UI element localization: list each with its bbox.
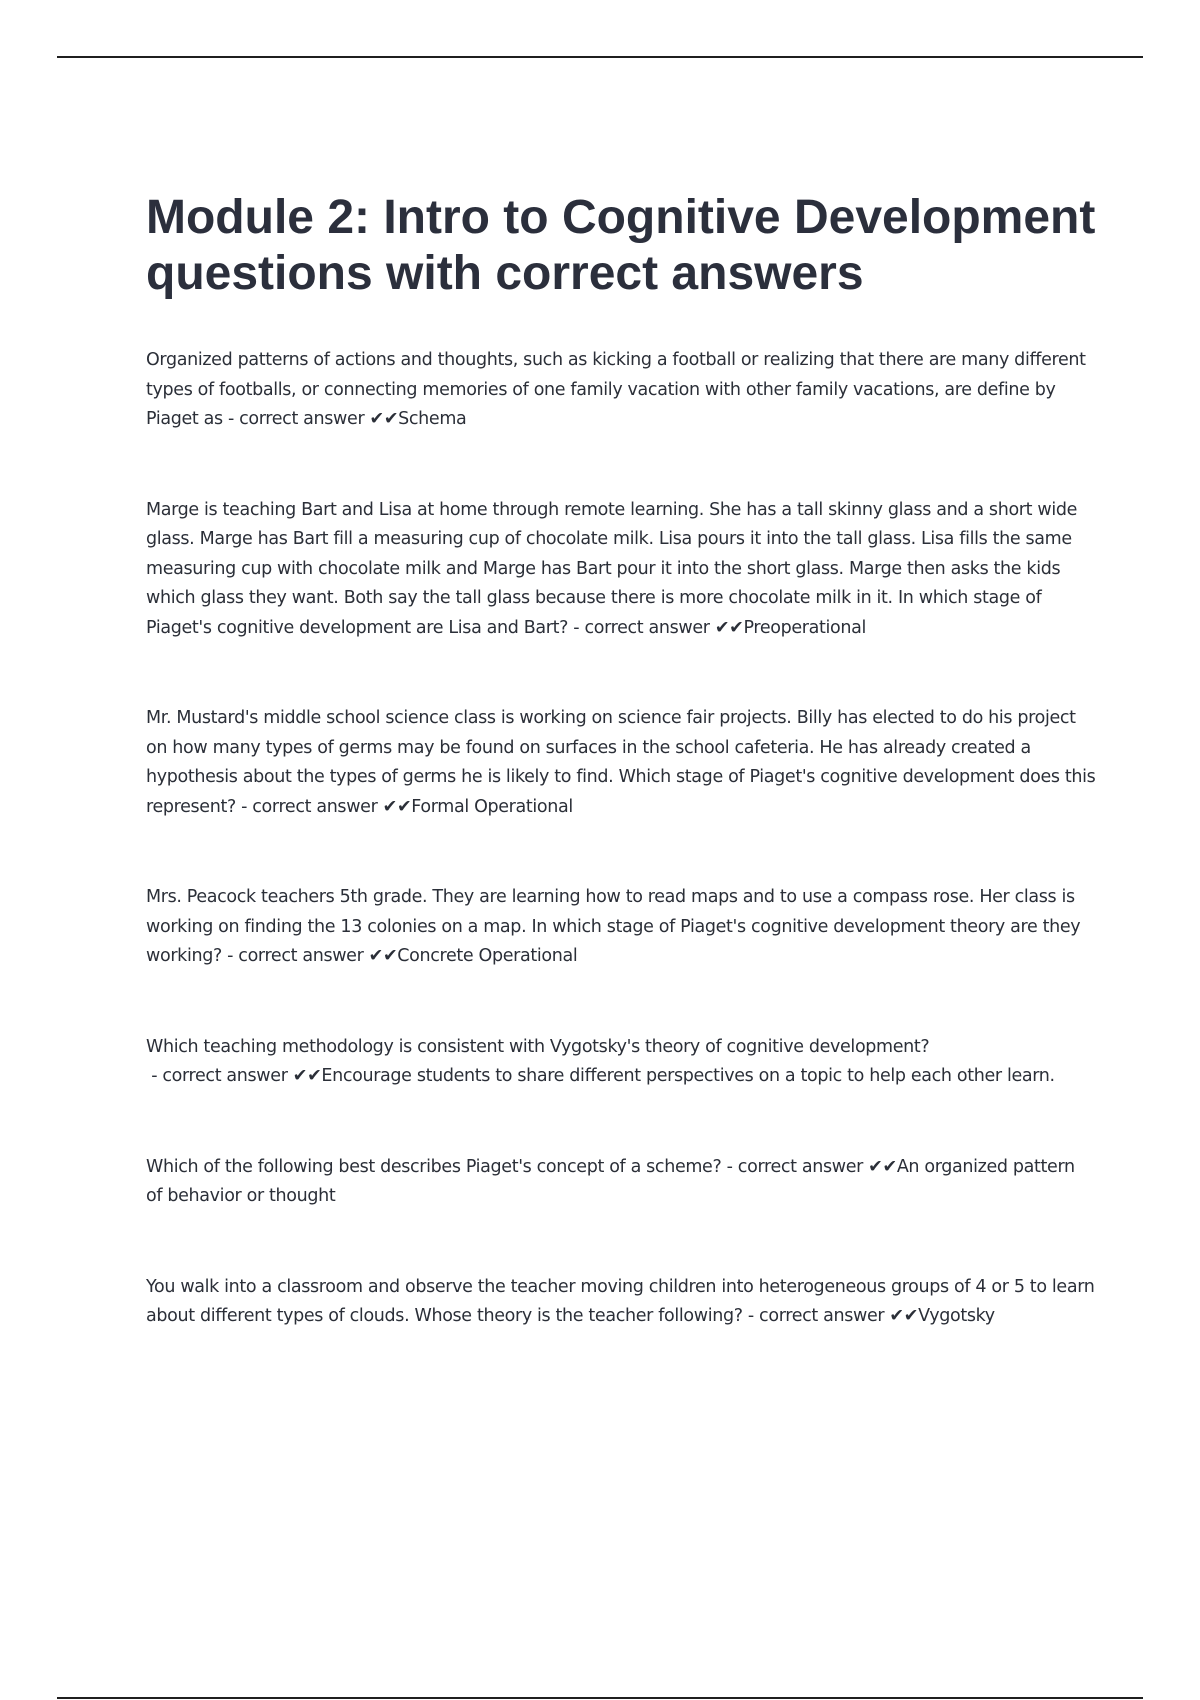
question-text: Mrs. Peacock teachers 5th grade. They are learning how to read maps and to use a compass rose. Her class is working on finding the 13 colonies on a map. In which stage of Piaget's cognitive development theory are they working? (146, 887, 1081, 966)
qa-list (146, 346, 1096, 1332)
checkmark-icon: ✔✔ (382, 796, 412, 817)
document-title: Module 2: Intro to Cognitive Development questions with correct answers (146, 191, 1096, 300)
qa-item (146, 1153, 1096, 1212)
checkmark-icon: ✔✔ (714, 617, 744, 638)
answer-marker: - correct answer (568, 617, 715, 638)
qa-item (146, 496, 1096, 644)
question-text: You walk into a classroom and observe the teacher moving children into heterogeneous groups of 4 or 5 to learn about different types of clouds. Whose theory is the teacher following? (146, 1276, 1095, 1326)
answer-text: Preoperational (743, 617, 866, 638)
checkmark-icon: ✔✔ (292, 1066, 322, 1086)
answer-marker: - correct answer (235, 796, 383, 817)
checkmark-icon: ✔✔ (368, 946, 398, 966)
answer-text: An organized pattern of behavior or thought (146, 1156, 1075, 1206)
qa-item (146, 1273, 1096, 1332)
answer-text: Formal Operational (411, 796, 573, 817)
answer-marker: - correct answer (721, 1156, 869, 1177)
checkmark-icon: ✔✔ (868, 1156, 897, 1177)
answer-marker: - correct answer (221, 946, 369, 966)
qa-item (146, 346, 1096, 435)
top-rule (57, 56, 1143, 58)
question-text: Which teaching methodology is consistent with Vygotsky's theory of cognitive development? (146, 1036, 930, 1057)
answer-marker: - correct answer (742, 1306, 890, 1326)
question-text: Organized patterns of actions and thoughts, such as kicking a football or realizing that there are many different types of footballs, or connecting memories of one family vacation with other family vacations, are define by Piaget as (146, 350, 1086, 429)
answer-text: Encourage students to share different perspectives on a topic to help each other learn. (321, 1066, 1055, 1086)
question-text: Which of the following best describes Piaget's concept of a scheme? (146, 1156, 722, 1177)
document-body (146, 190, 1096, 1393)
qa-item (146, 883, 1096, 972)
answer-text: Concrete Operational (397, 946, 578, 966)
answer-text: Vygotsky (918, 1306, 995, 1326)
qa-item (146, 704, 1096, 822)
question-text: Marge is teaching Bart and Lisa at home through remote learning. She has a tall skinny glass and a short wide glass. Marge has Bart fill a measuring cup of chocolate milk. Lisa pours it into the tall glass. Lisa fills the same measuring cup with chocolate milk and Marge has Bart pour it into the short glass. Marge then asks the kids which glass they want. Both say the tall glass because there is more chocolate milk in it. In which stage of Piaget's cognitive development are Lisa and Bart? (146, 499, 1078, 638)
bottom-rule (57, 1697, 1143, 1699)
answer-marker: - correct answer (222, 409, 370, 429)
answer-text: Schema (398, 409, 467, 429)
question-text: Mr. Mustard's middle school science class is working on science fair projects. Billy has elected to do his project on how many types of germs may be found on surfaces in the school cafeteria. He has already created a hypothesis about the types of germs he is likely to find. Which stage of Piaget's cognitive development does this represent? (146, 708, 1096, 817)
checkmark-icon: ✔✔ (889, 1306, 919, 1326)
qa-item (146, 1033, 1096, 1092)
answer-marker: - correct answer (146, 1066, 293, 1086)
checkmark-icon: ✔✔ (369, 409, 399, 429)
